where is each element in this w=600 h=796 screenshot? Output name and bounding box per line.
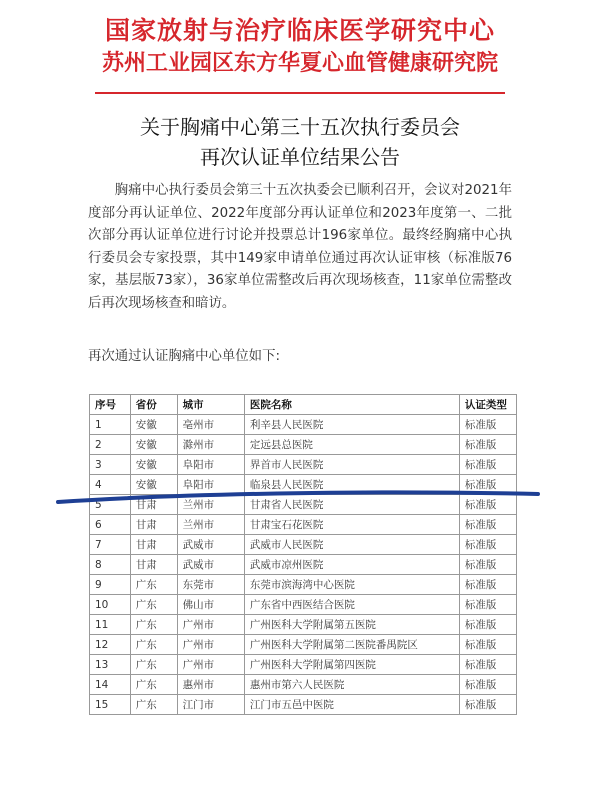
- cell-cert-type: 标准版: [459, 475, 516, 495]
- cell-province: 广东: [130, 655, 177, 675]
- cell-hospital: 东莞市滨海湾中心医院: [244, 575, 459, 595]
- cell-no: 13: [90, 655, 131, 675]
- cell-hospital: 利辛县人民医院: [244, 415, 459, 435]
- cell-no: 4: [90, 475, 131, 495]
- cell-cert-type: 标准版: [459, 595, 516, 615]
- cell-cert-type: 标准版: [459, 555, 516, 575]
- cell-city: 广州市: [177, 615, 244, 635]
- title-line-2: 再次认证单位结果公告: [200, 145, 400, 169]
- org-name-secondary: 苏州工业园区东方华夏心血管健康研究院: [101, 50, 498, 76]
- cell-no: 11: [90, 615, 131, 635]
- cell-province: 广东: [130, 695, 177, 715]
- cell-province: 甘肃: [130, 515, 177, 535]
- body-paragraph: 胸痛中心执行委员会第三十五次执委会已顺利召开，会议对2021年度部分再认证单位、2022年度部分再认证单位和2023年度第一、二批次部分再认证单位进行讨论并投票总计196家单位。最终经胸痛中心执行委员会专家投票，其中149家申请单位通过再次认证审核（标准版76家，基层版73家），36家单位需整改后再次现场核查，11家单位需整改后再次现场核查和暗访。: [88, 183, 512, 311]
- cell-no: 10: [90, 595, 131, 615]
- cell-hospital: 广东省中西医结合医院: [244, 595, 459, 615]
- cell-cert-type: 标准版: [459, 675, 516, 695]
- cell-cert-type: 标准版: [459, 435, 516, 455]
- cell-hospital: 江门市五邑中医院: [244, 695, 459, 715]
- cell-province: 广东: [130, 575, 177, 595]
- cell-city: 武威市: [177, 535, 244, 555]
- header-cell-hospital: 医院名称: [244, 395, 459, 415]
- cell-province: 安徽: [130, 435, 177, 455]
- header-cell-cert-type: 认证类型: [459, 395, 516, 415]
- cell-cert-type: 标准版: [459, 535, 516, 555]
- cell-no: 6: [90, 515, 131, 535]
- cell-hospital: 甘肃宝石花医院: [244, 515, 459, 535]
- cell-province: 甘肃: [130, 555, 177, 575]
- cell-no: 12: [90, 635, 131, 655]
- cell-city: 东莞市: [177, 575, 244, 595]
- cell-province: 广东: [130, 595, 177, 615]
- cell-cert-type: 标准版: [459, 515, 516, 535]
- cell-city: 惠州市: [177, 675, 244, 695]
- cell-city: 阜阳市: [177, 455, 244, 475]
- cell-hospital: 武威市人民医院: [244, 535, 459, 555]
- cell-no: 7: [90, 535, 131, 555]
- cell-city: 佛山市: [177, 595, 244, 615]
- cell-province: 甘肃: [130, 495, 177, 515]
- cell-cert-type: 标准版: [459, 695, 516, 715]
- org-name-primary: 国家放射与治疗临床医学研究中心: [104, 16, 495, 45]
- cell-cert-type: 标准版: [459, 635, 516, 655]
- cell-no: 2: [90, 435, 131, 455]
- cell-no: 3: [90, 455, 131, 475]
- cell-city: 江门市: [177, 695, 244, 715]
- cell-hospital: 界首市人民医院: [244, 455, 459, 475]
- cell-no: 15: [90, 695, 131, 715]
- cell-cert-type: 标准版: [459, 575, 516, 595]
- cell-city: 滁州市: [177, 435, 244, 455]
- cell-no: 14: [90, 675, 131, 695]
- cell-cert-type: 标准版: [459, 415, 516, 435]
- cell-hospital: 定远县总医院: [244, 435, 459, 455]
- cell-city: 广州市: [177, 635, 244, 655]
- cell-no: 5: [90, 495, 131, 515]
- cell-city: 亳州市: [177, 415, 244, 435]
- cell-province: 广东: [130, 675, 177, 695]
- cell-cert-type: 标准版: [459, 615, 516, 635]
- list-intro: 再次通过认证胸痛中心单位如下:: [88, 349, 280, 364]
- cell-city: 广州市: [177, 655, 244, 675]
- cell-city: 武威市: [177, 555, 244, 575]
- cell-province: 广东: [130, 615, 177, 635]
- cell-province: 广东: [130, 635, 177, 655]
- cell-hospital: 惠州市第六人民医院: [244, 675, 459, 695]
- cell-cert-type: 标准版: [459, 455, 516, 475]
- header-cell-no: 序号: [90, 395, 131, 415]
- cell-hospital: 广州医科大学附属第四医院: [244, 655, 459, 675]
- cell-cert-type: 标准版: [459, 495, 516, 515]
- header-cell-province: 省份: [130, 395, 177, 415]
- cell-province: 安徽: [130, 475, 177, 495]
- cell-city: 兰州市: [177, 515, 244, 535]
- cell-hospital: 广州医科大学附属第二医院番禺院区: [244, 635, 459, 655]
- cell-province: 甘肃: [130, 535, 177, 555]
- blue-underline-stroke: [58, 492, 538, 502]
- cell-no: 1: [90, 415, 131, 435]
- cell-no: 9: [90, 575, 131, 595]
- header-cell-city: 城市: [177, 395, 244, 415]
- cell-hospital: 甘肃省人民医院: [244, 495, 459, 515]
- cell-hospital: 临泉县人民医院: [244, 475, 459, 495]
- cell-city: 兰州市: [177, 495, 244, 515]
- cell-province: 安徽: [130, 415, 177, 435]
- cell-no: 8: [90, 555, 131, 575]
- cell-hospital: 武威市凉州医院: [244, 555, 459, 575]
- title-line-1: 关于胸痛中心第三十五次执行委员会: [140, 115, 460, 139]
- cell-province: 安徽: [130, 455, 177, 475]
- cell-cert-type: 标准版: [459, 655, 516, 675]
- cell-hospital: 广州医科大学附属第五医院: [244, 615, 459, 635]
- cell-city: 阜阳市: [177, 475, 244, 495]
